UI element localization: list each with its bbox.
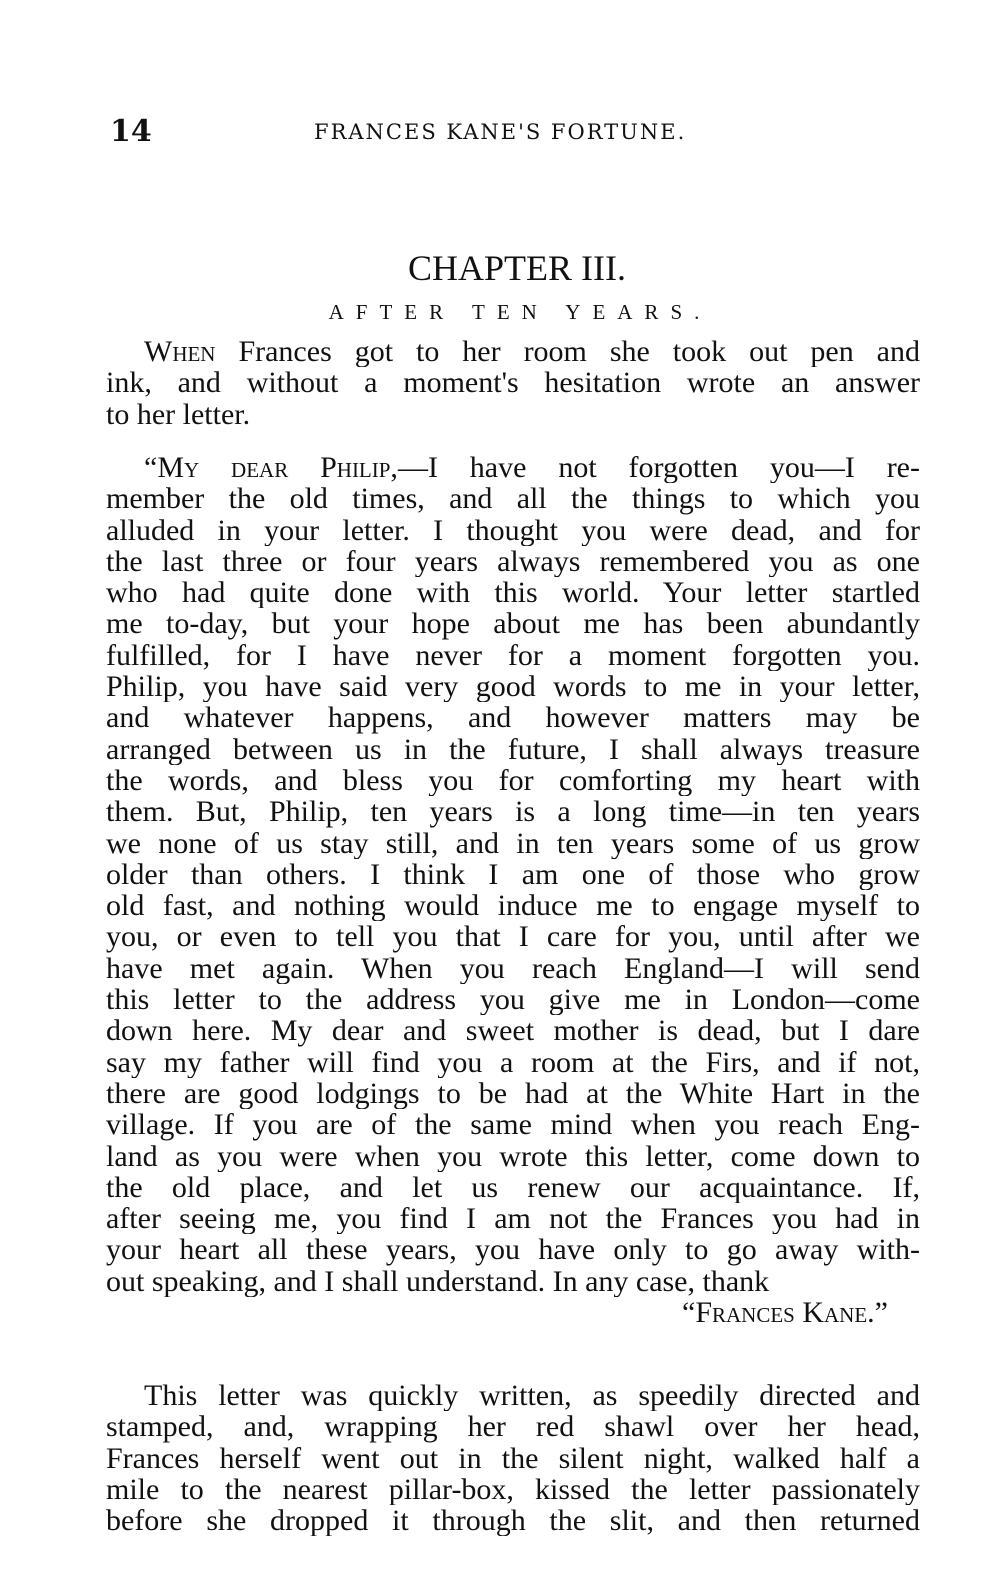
letter-line: we none of us stay still, and in ten years some of us grow <box>106 827 920 859</box>
letter-line: the last three or four years always remembered you as one <box>106 545 920 578</box>
letter-line: say my father will find you a room at the Firs, and if not, <box>106 1046 920 1078</box>
paragraph-line: This letter was quickly written, as speedily directed and <box>144 1380 920 1412</box>
letter-line: you, or even to tell you that I care for you, until after we <box>106 921 920 953</box>
letter-line: your heart all these years, you have only to go away with- <box>106 1234 920 1266</box>
letter-line: alluded in your letter. I thought you were dead, and for <box>106 514 920 546</box>
letter-line: village. If you are of the same mind when you reach Eng- <box>106 1109 920 1141</box>
letter-line: fulfilled, for I have never for a moment forgotten you. <box>106 639 920 672</box>
letter-signature: “Frances Kane.” <box>682 1296 888 1330</box>
lead-word: When <box>144 336 216 368</box>
letter-line: member the old times, and all the things to which you <box>106 483 920 515</box>
letter-line: who had quite done with this world. Your letter startled <box>106 577 920 609</box>
letter-line: old fast, and nothing would induce me to engage myself to <box>106 890 920 922</box>
letter-line: “My dear Philip,—I have not forgotten you—I re- <box>144 452 920 484</box>
paragraph-closing <box>106 1380 920 1536</box>
letter-line: older than others. I think I am one of those who grow <box>106 858 920 891</box>
letter-line: arranged between us in the future, I shall always treasure <box>106 733 920 765</box>
page-number: 14 <box>110 114 152 149</box>
letter-line: Philip, you have said very good words to me in your letter, <box>106 671 920 703</box>
paragraph-line: Frances herself went out in the silent night, walked half a <box>106 1442 920 1474</box>
letter-line: out speaking, and I shall understand. In any case, thank <box>106 1265 770 1298</box>
letter-line: and whatever happens, and however matters may be <box>106 702 920 734</box>
letter-body <box>106 452 920 1328</box>
paragraph-line: When Frances got to her room she took out pen and <box>144 336 920 368</box>
open-quote: “ <box>144 452 158 484</box>
letter-line: the old place, and let us renew our acquaintance. If, <box>106 1171 920 1204</box>
letter-line: them. But, Philip, ten years is a long time—in ten years <box>106 796 920 828</box>
letter-line: me to-day, but your hope about me has been abundantly <box>106 608 920 640</box>
letter-line: this letter to the address you give me in London—come <box>106 984 920 1016</box>
letter-line: land as you were when you wrote this letter, come down to <box>106 1140 920 1172</box>
chapter-heading: CHAPTER III. <box>408 248 626 288</box>
running-title: FRANCES KANE'S FORTUNE. <box>314 120 687 144</box>
letter-line: down here. My dear and sweet mother is dead, but I dare <box>106 1015 920 1047</box>
letter-line: the words, and bless you for comforting my heart with <box>106 764 920 797</box>
paragraph-opening <box>106 336 920 430</box>
paragraph-line: to her letter. <box>106 398 251 430</box>
letter-line: there are good lodgings to be had at the White Hart in the <box>106 1077 920 1110</box>
paragraph-line: before she dropped it through the slit, and then returned <box>106 1505 920 1537</box>
running-head <box>106 112 920 152</box>
paragraph-line: stamped, and, wrapping her red shawl over her head, <box>106 1411 920 1443</box>
letter-salutation: My dear Philip, <box>157 452 398 484</box>
letter-line: have met again. When you reach England—I will send <box>106 952 920 985</box>
paragraph-line: mile to the nearest pillar-box, kissed the letter passionately <box>106 1473 920 1506</box>
chapter-subtitle: AFTER TEN YEARS. <box>328 300 712 324</box>
paragraph-line: ink, and without a moment's hesitation wrote an answer <box>106 367 920 399</box>
letter-line: after seeing me, you find I am not the Frances you had in <box>106 1203 920 1235</box>
